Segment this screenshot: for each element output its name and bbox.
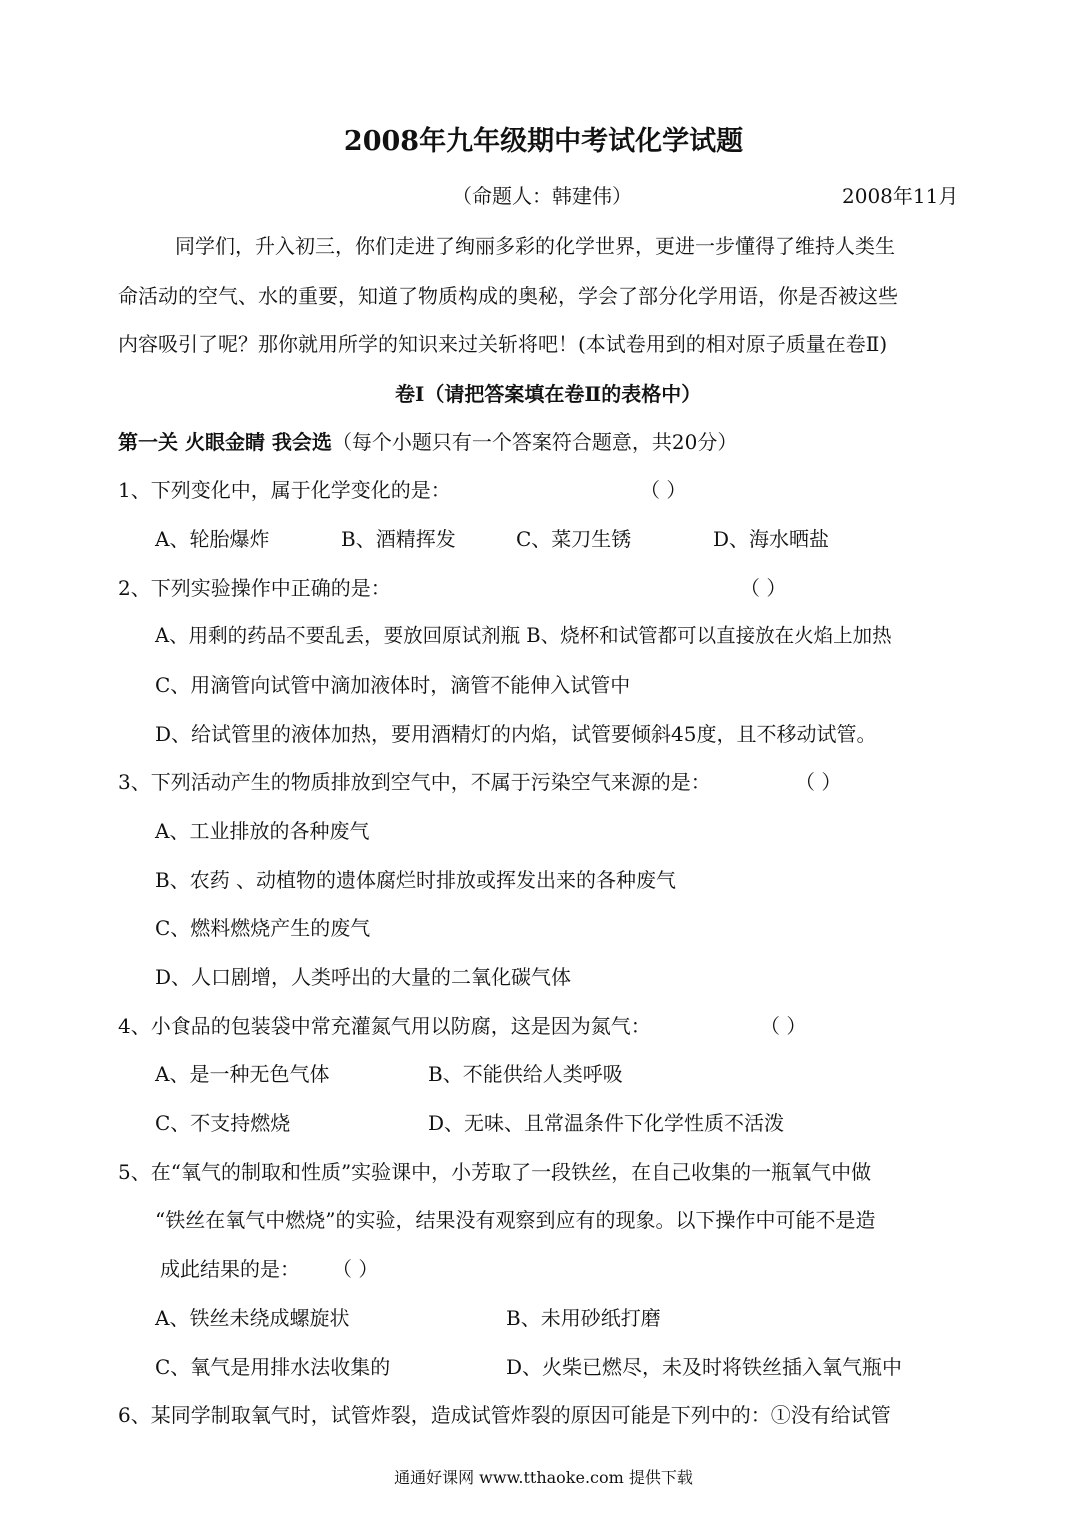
question-4-option-d: D、无味、且常温条件下化学性质不活泼: [428, 1111, 785, 1135]
question-1-option-c: C、菜刀生锈: [516, 527, 632, 551]
question-5-stem-line-3: 成此结果的是：: [160, 1257, 300, 1281]
question-2-options-ab: A、用剩的药品不要乱丢，要放回原试剂瓶 B、烧杯和试管都可以直接放在火焰上加热: [155, 624, 892, 647]
question-3-option-d: D、人口剧增，人类呼出的大量的二氧化碳气体: [155, 965, 572, 989]
question-1-option-d: D、海水晒盐: [713, 527, 830, 551]
question-5-stem-line-1: 5、在“氧气的制取和性质”实验课中，小芳取了一段铁丝，在自己收集的一瓶氧气中做: [118, 1160, 872, 1184]
intro-line-2: 命活动的空气、水的重要，知道了物质构成的奥秘，学会了部分化学用语，你是否被这些: [118, 284, 898, 308]
exam-date: 2008年11月: [842, 184, 959, 208]
question-1-stem: 1、下列变化中，属于化学变化的是：: [118, 478, 451, 502]
question-4-option-a: A、是一种无色气体: [155, 1062, 330, 1086]
question-5-stem-line-2: “铁丝在氧气中燃烧”的实验，结果没有观察到应有的现象。以下操作中可能不是造: [155, 1208, 876, 1232]
question-4-option-b: B、不能供给人类呼吸: [428, 1062, 623, 1086]
question-5-option-a: A、铁丝未绕成螺旋状: [155, 1306, 350, 1330]
section-note: （每个小题只有一个答案符合题意，共20分）: [331, 430, 738, 454]
question-2-answer-blank: （ ）: [740, 576, 787, 600]
section-heading: [118, 430, 737, 454]
question-1-option-b: B、酒精挥发: [341, 527, 456, 551]
exam-title: 2008年九年级期中考试化学试题: [343, 126, 744, 157]
author-line: （命题人：韩建伟）: [452, 184, 632, 208]
question-3-option-a: A、工业排放的各种废气: [155, 819, 370, 843]
question-4-option-c: C、不支持燃烧: [155, 1111, 291, 1135]
question-5-option-c: C、氧气是用排水法收集的: [155, 1355, 391, 1379]
question-5-option-b: B、未用砂纸打磨: [506, 1306, 661, 1330]
question-5-option-d: D、火柴已燃尽，未及时将铁丝插入氧气瓶中: [506, 1355, 903, 1379]
volume-heading: 卷Ⅰ（请把答案填在卷Ⅱ的表格中）: [395, 382, 702, 406]
question-1-option-a: A、轮胎爆炸: [155, 527, 270, 551]
question-3-option-c: C、燃料燃烧产生的废气: [155, 916, 371, 940]
question-5-answer-blank: （ ）: [332, 1257, 379, 1281]
question-1-answer-blank: （ ）: [640, 478, 687, 502]
question-4-stem: 4、小食品的包装袋中常充灌氮气用以防腐，这是因为氮气：: [118, 1014, 651, 1038]
intro-line-1: 同学们，升入初三，你们走进了绚丽多彩的化学世界，更进一步懂得了维持人类生: [175, 234, 895, 258]
question-3-answer-blank: （ ）: [795, 770, 842, 794]
question-6-stem: 6、某同学制取氧气时，试管炸裂，造成试管炸裂的原因可能是下列中的：①没有给试管: [118, 1403, 891, 1427]
question-3-stem: 3、下列活动产生的物质排放到空气中，不属于污染空气来源的是：: [118, 770, 711, 794]
question-2-option-d: D、给试管里的液体加热，要用酒精灯的内焰，试管要倾斜45度，且不移动试管。: [155, 722, 877, 746]
page-footer: 通通好课网 www.tthaoke.com 提供下载: [394, 1468, 693, 1487]
question-2-option-c: C、用滴管向试管中滴加液体时，滴管不能伸入试管中: [155, 673, 631, 697]
intro-line-3: 内容吸引了呢？那你就用所学的知识来过关斩将吧！(本试卷用到的相对原子质量在卷Ⅱ): [118, 332, 888, 356]
question-3-option-b: B、农药 、动植物的遗体腐烂时排放或挥发出来的各种废气: [155, 868, 677, 892]
section-title: 第一关 火眼金睛 我会选: [118, 430, 332, 454]
question-2-stem: 2、下列实验操作中正确的是：: [118, 576, 391, 600]
question-4-answer-blank: （ ）: [760, 1014, 807, 1038]
